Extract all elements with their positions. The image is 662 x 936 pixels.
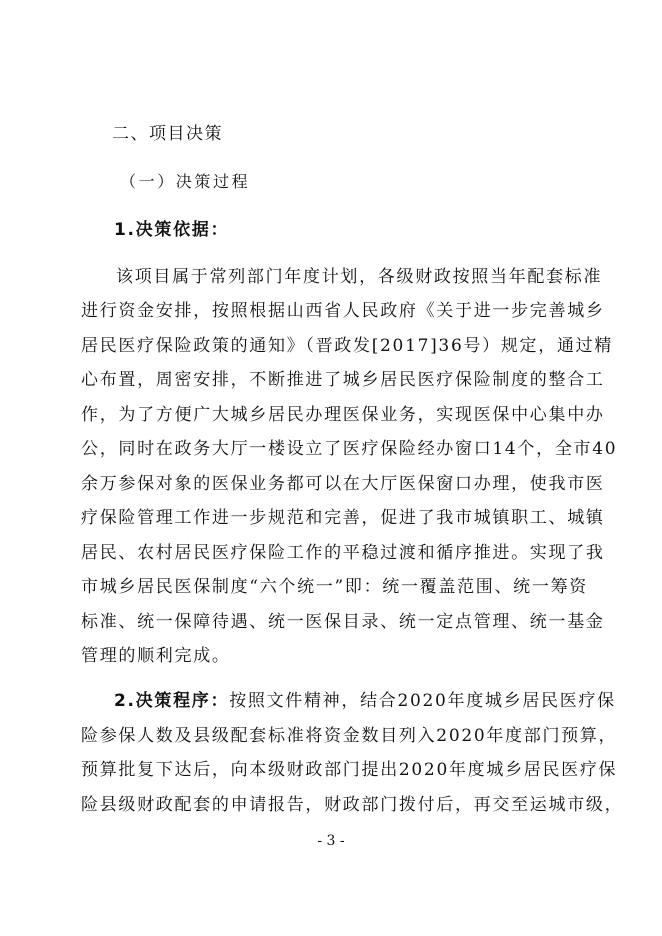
- procedure-first-line: [114, 689, 616, 713]
- section-heading: 二、项目决策: [112, 124, 223, 144]
- paragraph-line: 余万参保对象的医保业务都可以在大厅医保窗口办理，使我市医: [81, 474, 605, 494]
- page-number: - 3 -: [317, 833, 345, 849]
- subsection-heading: （一）决策过程: [120, 172, 251, 191]
- procedure-label: 2.决策程序：: [114, 691, 230, 711]
- paragraph-line: 该项目属于常列部门年度计划，各级财政按照当年配套标准: [116, 267, 603, 287]
- paragraph-line: 险参保人数及县级配套标准将资金数目列入2020年度部门预算，: [81, 726, 618, 746]
- paragraph-line: 标准、统一保障待遇、统一医保目录、统一定点管理、统一基金: [81, 612, 605, 632]
- paragraph-line: 公，同时在政务大厅一楼设立了医疗保险经办窗口14个，全市40: [81, 439, 618, 459]
- paragraph-line: 管理的顺利完成。: [81, 646, 231, 666]
- paragraph-line: 疗保险管理工作进一步规范和完善，促进了我市城镇职工、城镇: [81, 508, 605, 528]
- paragraph-line: 作，为了方便广大城乡居民办理医保业务，实现医保中心集中办: [81, 405, 605, 425]
- paragraph-line: 居民、农村居民医疗保险工作的平稳过渡和循序推进。实现了我: [81, 543, 605, 563]
- paragraph-line: 险县级财政配套的申请报告，财政部门拨付后，再交至运城市级，: [81, 795, 624, 815]
- paragraph-line: 居民医疗保险政策的通知》（晋政发[2017]36号）规定，通过精: [81, 336, 614, 356]
- paragraph-line: 进行资金安排，按照根据山西省人民政府《关于进一步完善城乡: [81, 301, 605, 321]
- paragraph-line: 市城乡居民医保制度“六个统一”即：统一覆盖范围、统一筹资: [81, 577, 588, 597]
- basis-heading: 1.决策依据：: [114, 220, 230, 240]
- paragraph-line: 心布置，周密安排，不断推进了城乡居民医疗保险制度的整合工: [81, 370, 605, 390]
- paragraph-line: 预算批复下达后，向本级财政部门提出2020年度城乡居民医疗保: [81, 760, 618, 780]
- procedure-text: 按照文件精神，结合2020年度城乡居民医疗保: [229, 691, 616, 711]
